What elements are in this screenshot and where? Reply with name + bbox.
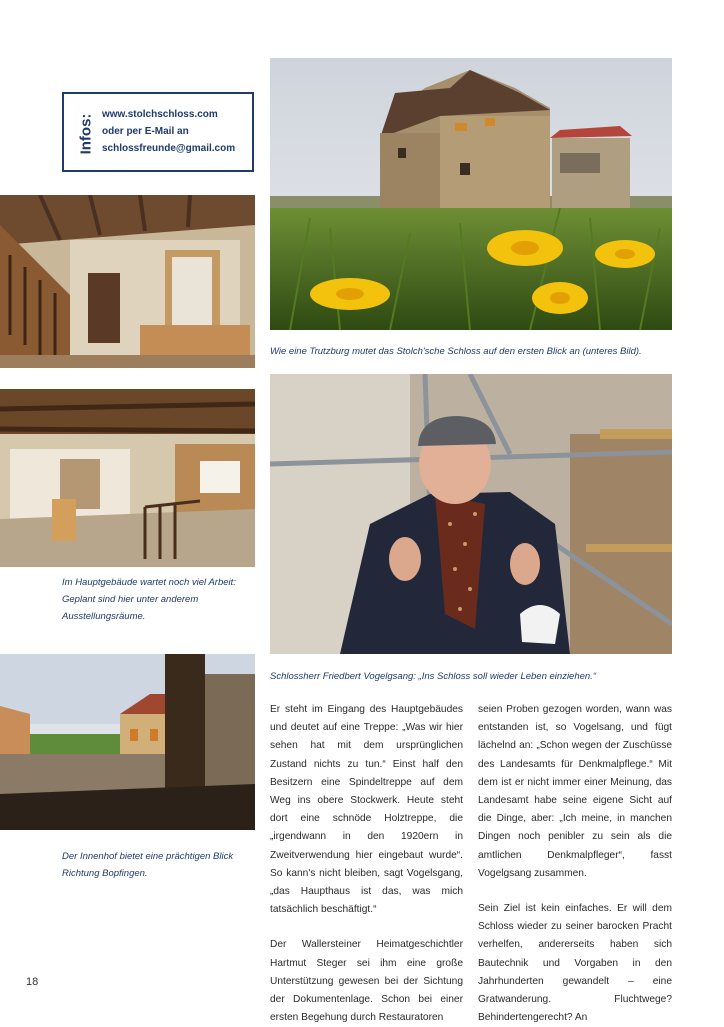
info-box <box>62 92 254 172</box>
info-website-link[interactable]: www.stolchschloss.com <box>102 109 218 120</box>
portrait-caption: Schlossherr Friedbert Vogelgsang: „Ins Schloss soll wieder Leben einziehen.“ <box>270 671 596 682</box>
courtyard-photo <box>0 654 255 830</box>
article-paragraph: Er steht im Eingang des Hauptgebäudes und deutet auf eine Treppe: „Was wir hier sehen hat mit dem ursprünglichen Zustand nichts zu tun.“ Einst half den Besitzern eine Spindeltreppe auf dem Weg ins obere Stockwerk. Heute steht dort eine schnöde Holztreppe, die „irgendwann in den 1920ern in Zweitverwendung hier eingebaut wurde“. So kann's nicht bleiben, sagt Vogelsgang, „das Haupthaus ist das, was mich tatsächlich beschäftigt.“ <box>270 704 463 916</box>
info-box-label: Infos: <box>77 113 95 155</box>
info-box-lines <box>102 106 235 157</box>
article-paragraph: seien Proben gezogen worden, wann was entstanden ist, so Vogelsang, und fügt lächelnd an: „Schon wegen der Zuschüsse des Landesamts für Denkmalpflege.“ Mit dem ist er nicht immer einer Meinung, das Landesamt habe seine eigene Sicht auf die Dinge, aber: „Ich meine, in manchen Dingen noch penibler zu sein als die amtlichen Denkmalpfleger“, fasst Vogelgsang zusammen. <box>478 704 672 879</box>
portrait-photo <box>270 374 672 654</box>
castle-photo-caption: Wie eine Trutzburg mutet das Stolch'sche Schloss auf den ersten Blick an (unteres Bild). <box>270 346 642 357</box>
article-paragraph: Der Wallersteiner Heimatgeschichtler Hartmut Steger sei ihm eine große Unterstützung gewesen bei der Sichtung der Dokumentenlage. Schon bei einer ersten Begehung durch Restauratoren <box>270 939 463 1024</box>
courtyard-caption: Der Innenhof bietet eine prächtigen Blick Richtung Bopfingen. <box>62 851 234 879</box>
castle-photo <box>270 58 672 330</box>
attic-room-photo <box>0 389 255 567</box>
article-paragraph: Sein Ziel ist kein einfaches. Er will dem Schloss wieder zu seiner barocken Pracht verhelfen, andererseits haben sich Bautechnik und Vorgaben in den Jahrhunderten gewandelt – eine Gratwanderung. Fluchtwege? Behindertengerecht? An <box>478 903 672 1024</box>
info-text: oder per E-Mail an <box>102 126 189 137</box>
info-email-link[interactable]: schlossfreunde@gmail.com <box>102 143 236 154</box>
page-number: 18 <box>26 976 39 988</box>
interior-staircase-photo <box>0 195 255 368</box>
attic-room-caption: Im Hauptgebäude wartet noch viel Arbeit: Geplant sind hier unter anderem Ausstellungsräume. <box>62 577 236 622</box>
article-column-2 <box>478 701 672 1027</box>
article-column-1 <box>270 701 463 1027</box>
